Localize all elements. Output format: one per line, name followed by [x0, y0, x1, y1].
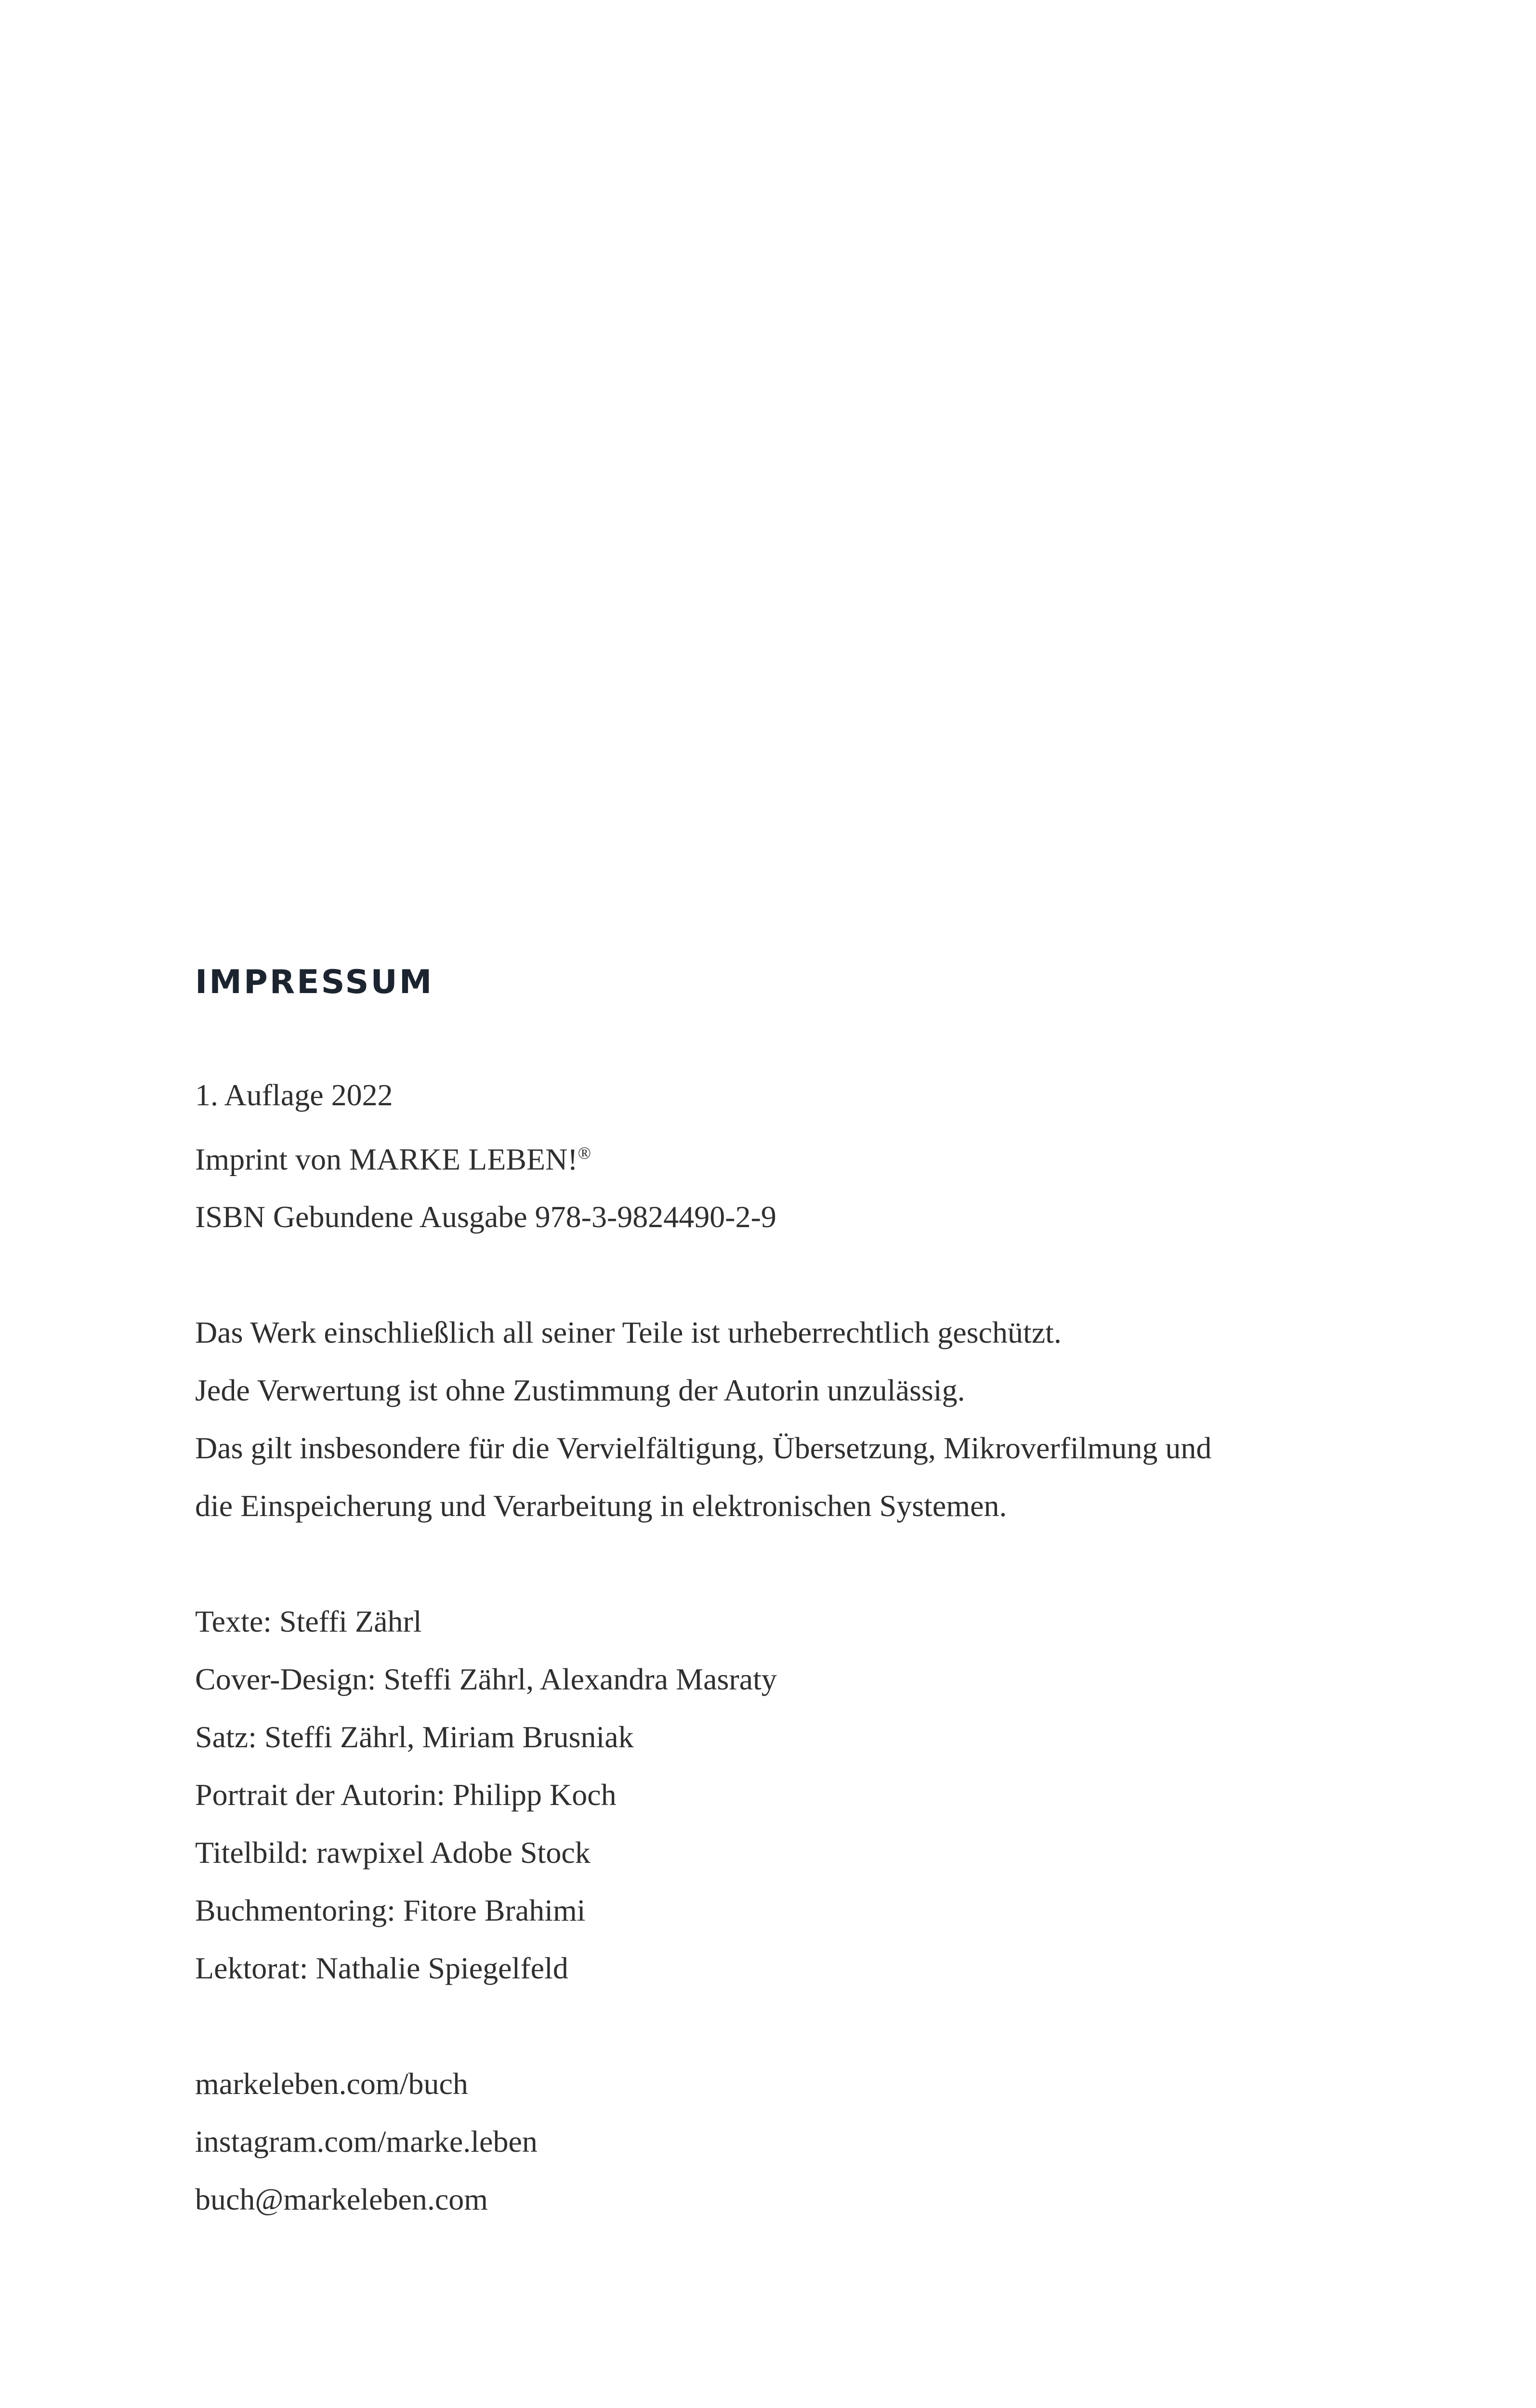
copyright-line: die Einspeicherung und Verarbeitung in elektronischen Systemen. — [195, 1489, 1007, 1523]
credit-texte: Texte: Steffi Zährl — [195, 1604, 422, 1639]
copyright-line: Das gilt insbesondere für die Vervielfältigung, Übersetzung, Mikroverfilmung und — [195, 1431, 1212, 1466]
isbn-line: ISBN Gebundene Ausgabe 978-3-9824490-2-9 — [195, 1200, 776, 1234]
credit-buchmentoring: Buchmentoring: Fitore Brahimi — [195, 1893, 586, 1928]
credit-titelbild: Titelbild: rawpixel Adobe Stock — [195, 1835, 591, 1870]
copyright-line: Das Werk einschließlich all seiner Teile ist urheberrechtlich geschützt. — [195, 1315, 1062, 1350]
credit-portrait: Portrait der Autorin: Philipp Koch — [195, 1778, 617, 1812]
registered-mark: ® — [578, 1143, 591, 1163]
credit-satz: Satz: Steffi Zährl, Miriam Brusniak — [195, 1720, 634, 1754]
credits-list — [195, 1593, 1361, 1997]
credit-cover-design: Cover-Design: Steffi Zährl, Alexandra Masraty — [195, 1662, 777, 1697]
imprint-heading: IMPRESSUM — [195, 963, 434, 1001]
copyright-line: Jede Verwertung ist ohne Zustimmung der Autorin unzulässig. — [195, 1373, 965, 1408]
edition-info — [195, 1066, 1361, 1246]
instagram-url: instagram.com/marke.leben — [195, 2124, 538, 2159]
copyright-notice — [195, 1304, 1361, 1535]
imprint-line — [195, 1124, 1361, 1188]
imprint-text: Imprint von MARKE LEBEN! — [195, 1142, 578, 1177]
email-address: buch@markeleben.com — [195, 2182, 488, 2217]
website-url: markeleben.com/buch — [195, 2067, 468, 2101]
credit-lektorat: Lektorat: Nathalie Spiegelfeld — [195, 1951, 568, 1986]
contact-info — [195, 2055, 1361, 2228]
edition-line: 1. Auflage 2022 — [195, 1078, 393, 1112]
imprint-section — [195, 958, 1361, 2228]
